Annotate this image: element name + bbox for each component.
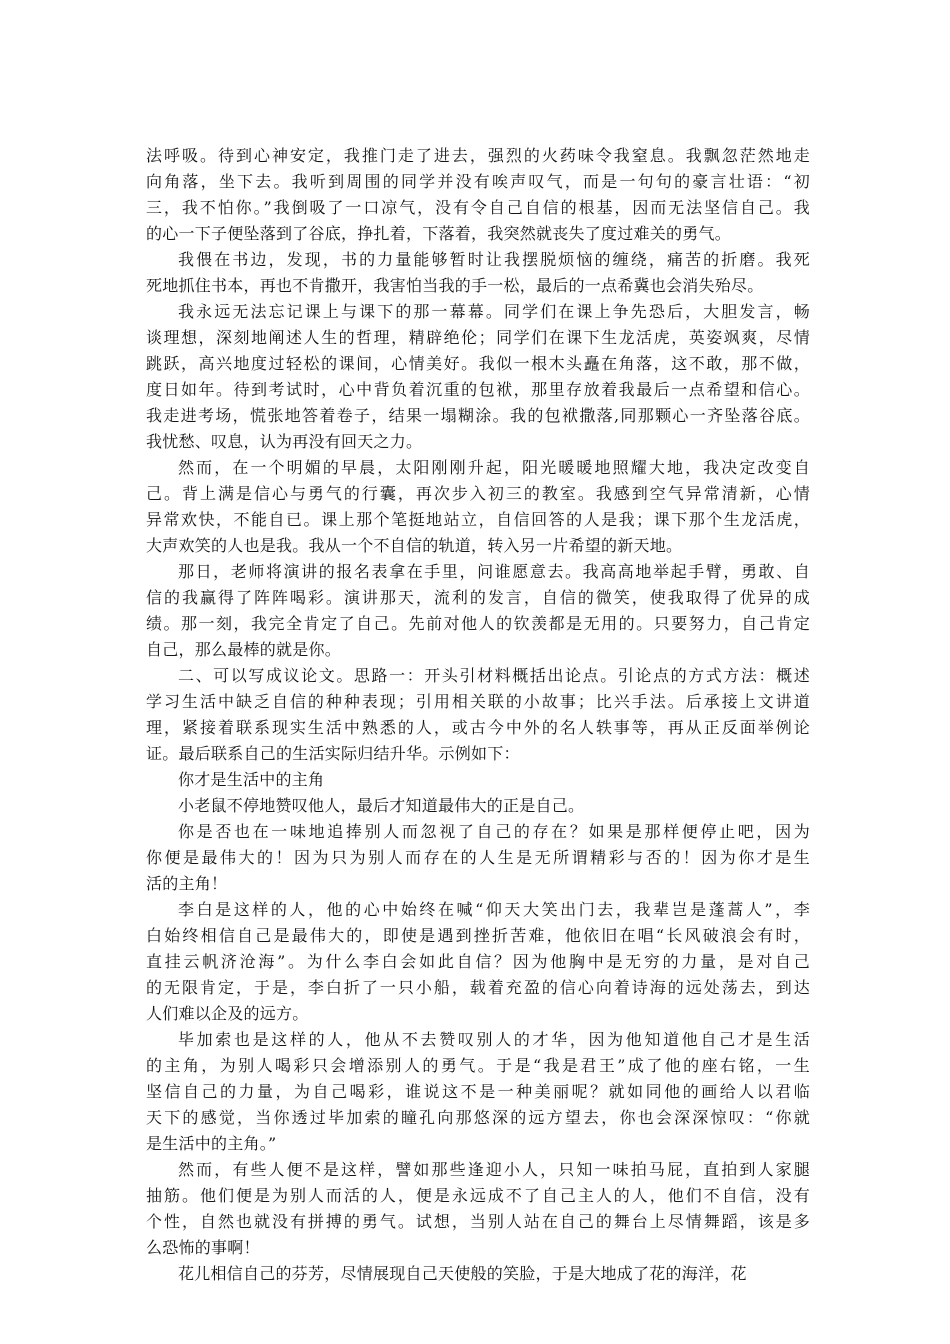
text-line: 大声欢笑的人也是我。我从一个不自信的轨道，转入另一片希望的新天地。 xyxy=(146,536,683,555)
text-line: 学习生活中缺乏自信的种种表现；引用相关联的小故事；比兴手法。后承接上文讲道 xyxy=(146,692,810,711)
text-line: 你是否也在一味地追捧别人而忽视了自己的存在？如果是那样便停止吧，因为 xyxy=(178,822,810,841)
text-line: 毕加索也是这样的人，他从不去赞叹别人的才华，因为他知道他自己才是生活 xyxy=(178,1030,810,1049)
text-line: 你才是生活中的主角 xyxy=(178,770,325,789)
text-line: 向角落，坐下去。我听到周围的同学并没有唉声叹气，而是一句句的豪言壮语：“初 xyxy=(146,172,810,191)
text-line: 三，我不怕你。”我倒吸了一口凉气，没有令自己自信的根基，因而无法坚信自己。我 xyxy=(146,198,810,217)
text-line: 的主角，为别人喝彩只会增添别人的勇气。于是“我是君王”成了他的座右铭，一生 xyxy=(146,1056,810,1075)
text-line: 那日，老师将演讲的报名表拿在手里，问谁愿意去。我高高地举起手臂，勇敢、自 xyxy=(178,562,810,581)
text-line: 白始终相信自己是最伟大的，即使是遇到挫折苦难，他依旧在唱“长风破浪会有时， xyxy=(146,926,810,945)
paragraph xyxy=(146,663,810,767)
text-line: 我走进考场，慌张地答着卷子，结果一塌糊涂。我的包袱撒落,同那颗心一齐坠落谷底。 xyxy=(146,406,810,425)
text-line: 抽筋。他们便是为别人而活的人，便是永远成不了自己主人的人，他们不自信，没有 xyxy=(146,1186,810,1205)
text-line: 跳跃，高兴地度过轻松的课间，心情美好。我似一根木头矗在角落，这不敢，那不做， xyxy=(146,354,810,373)
text-line: 异常欢快，不能自已。课上那个笔挺地站立，自信回答的人是我；课下那个生龙活虎， xyxy=(146,510,810,529)
paragraph xyxy=(146,793,810,819)
document-page xyxy=(146,143,810,1287)
text-line: 度日如年。待到考试时，心中背负着沉重的包袱，那里存放着我最后一点希望和信心。 xyxy=(146,380,810,399)
text-line: 人们难以企及的远方。 xyxy=(146,1004,309,1023)
text-line: 证。最后联系自己的生活实际归结升华。示例如下： xyxy=(146,744,520,763)
paragraph xyxy=(146,767,810,793)
text-line: 我偎在书边，发现，书的力量能够暂时让我摆脱烦恼的缠绕，痛苦的折磨。我死 xyxy=(178,250,810,269)
text-line: 天下的感觉，当你透过毕加索的瞳孔向那悠深的远方望去，你也会深深惊叹：“你就 xyxy=(146,1108,810,1127)
text-line: 二、可以写成议论文。思路一：开头引材料概括出论点。引论点的方式方法：概述 xyxy=(178,666,810,685)
text-line: 直挂云帆济沧海”。为什么李白会如此自信？因为他胸中是无穷的力量，是对自己 xyxy=(146,952,810,971)
text-line: 坚信自己的力量，为自己喝彩，谁说这不是一种美丽呢？就如同他的画给人以君临 xyxy=(146,1082,810,1101)
text-line: 理，紧接着联系现实生活中熟悉的人，或古今中外的名人轶事等，再从正反面举例论 xyxy=(146,718,810,737)
text-line: 是生活中的主角。” xyxy=(146,1134,277,1153)
text-line: 我永远无法忘记课上与课下的那一幕幕。同学们在课上争先恐后，大胆发言，畅 xyxy=(178,302,810,321)
paragraph xyxy=(146,1157,810,1261)
text-line: 然而，有些人便不是这样，譬如那些逢迎小人，只知一味拍马屁，直拍到人家腿 xyxy=(178,1160,810,1179)
text-line: 法呼吸。待到心神安定，我推门走了进去，强烈的火药味令我窒息。我飘忽茫然地走 xyxy=(146,146,810,165)
text-line: 李白是这样的人，他的心中始终在喊“仰天大笑出门去，我辈岂是蓬蒿人”，李 xyxy=(178,900,810,919)
text-line: 活的主角！ xyxy=(146,874,228,893)
paragraph xyxy=(146,1261,810,1287)
paragraph xyxy=(146,559,810,663)
text-line: 我忧愁、叹息，认为再没有回天之力。 xyxy=(146,432,423,451)
text-line: 的心一下子便坠落到了谷底，挣扎着，下落着，我突然就丧失了度过难关的勇气。 xyxy=(146,224,732,243)
text-line: 信的我赢得了阵阵喝彩。演讲那天，流利的发言，自信的微笑，使我取得了优异的成 xyxy=(146,588,810,607)
paragraph xyxy=(146,819,810,897)
paragraph xyxy=(146,143,810,247)
text-line: 花儿相信自己的芬芳，尽情展现自己天使般的笑脸，于是大地成了花的海洋，花 xyxy=(178,1264,747,1283)
paragraph xyxy=(146,897,810,1027)
text-line: 的无限肯定，于是，李白折了一只小船，载着充盈的信心向着诗海的远处荡去，到达 xyxy=(146,978,810,997)
text-line: 然而，在一个明媚的早晨，太阳刚刚升起，阳光暖暖地照耀大地，我决定改变自 xyxy=(178,458,810,477)
text-line: 小老鼠不停地赞叹他人，最后才知道最伟大的正是自己。 xyxy=(178,796,585,815)
text-line: 你便是最伟大的！因为只为别人而存在的人生是无所谓精彩与否的！因为你才是生 xyxy=(146,848,810,867)
text-line: 谈理想，深刻地阐述人生的哲理，精辟绝伦；同学们在课下生龙活虎，英姿飒爽，尽情 xyxy=(146,328,810,347)
paragraph xyxy=(146,247,810,299)
text-line: 己。背上满是信心与勇气的行囊，再次步入初三的教室。我感到空气异常清新，心情 xyxy=(146,484,810,503)
text-line: 死地抓住书本，再也不肯撒开，我害怕当我的手一松，最后的一点希冀也会消失殆尽。 xyxy=(146,276,764,295)
paragraph xyxy=(146,1027,810,1157)
text-line: 么恐怖的事啊！ xyxy=(146,1238,260,1257)
paragraph xyxy=(146,455,810,559)
text-line: 自己，那么最棒的就是你。 xyxy=(146,640,342,659)
paragraph xyxy=(146,299,810,455)
text-line: 个性，自然也就没有拼搏的勇气。试想，当别人站在自己的舞台上尽情舞蹈，该是多 xyxy=(146,1212,810,1231)
text-line: 绩。那一刻，我完全肯定了自己。先前对他人的钦羡都是无用的。只要努力，自己肯定 xyxy=(146,614,810,633)
